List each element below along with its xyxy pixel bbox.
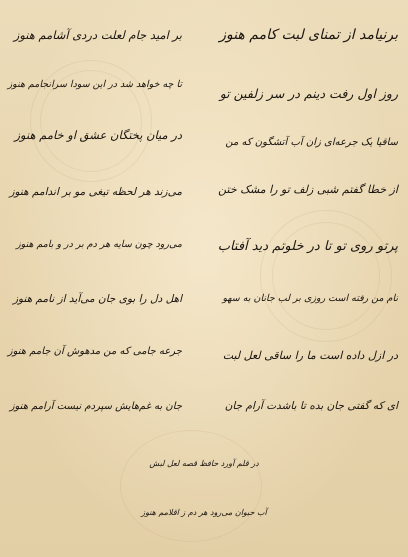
closing-verse-first: در قلم آورد حافظ قصه لعل لبش <box>149 459 259 468</box>
closing-verse-second: آب حیوان می‌رود هر دم ز اقلامم هنوز <box>141 508 267 517</box>
verse-second-hemistich: می‌زند هر لحظه تیغی مو بر اندامم هنوز <box>9 186 182 198</box>
verse-first-hemistich: در ازل داده است ما را ساقی لعل لبت <box>222 349 398 362</box>
verse-first-hemistich: پرتو روی تو تا در خلوتم دید آفتاب <box>217 239 398 254</box>
verse-first-hemistich: روز اول رفت دینم در سر زلفین تو <box>219 86 398 101</box>
verse-first-hemistich: ای که گفتی جان بده تا باشدت آرام جان <box>224 400 398 412</box>
verse-first-hemistich: نام من رفته است روزی بر لب جانان به سهو <box>222 293 398 304</box>
background-ornament <box>120 430 262 542</box>
verse-first-hemistich: برنیامد از تمنای لبت کامم هنوز <box>219 27 398 43</box>
verse-first-hemistich: ساقیا یک جرعه‌ای زان آب آتشگون که من <box>225 137 398 148</box>
verse-second-hemistich: جان به غم‌هایش سپردم نیست آرامم هنوز <box>9 401 182 412</box>
verse-second-hemistich: جرعه جامی که من مدهوش آن جامم هنوز <box>7 346 182 357</box>
verse-second-hemistich: بر امید جام لعلت دردی آشامم هنوز <box>13 28 182 42</box>
verse-second-hemistich: می‌رود چون سایه هر دم بر در و بامم هنوز <box>16 239 182 250</box>
verse-second-hemistich: اهل دل را بوی جان می‌آید از نامم هنوز <box>12 293 182 305</box>
verse-first-hemistich: از خطا گفتم شبی زلف تو را مشک ختن <box>218 183 398 196</box>
verse-second-hemistich: در میان پختگان عشق او خامم هنوز <box>14 128 182 142</box>
verse-second-hemistich: تا چه خواهد شد در این سودا سرانجامم هنوز <box>7 79 182 90</box>
